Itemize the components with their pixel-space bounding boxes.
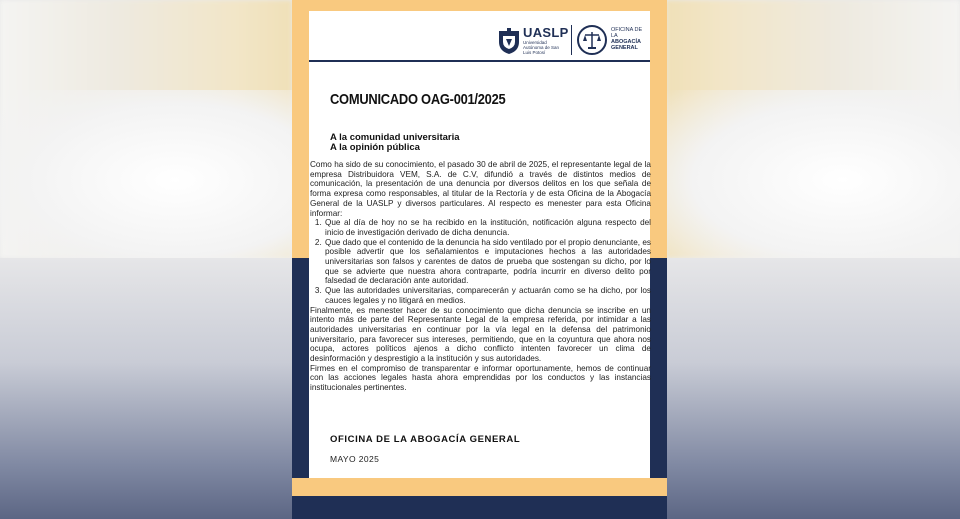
office-logo-line-1: OFICINA DE LA [611,27,643,39]
document-date: MAYO 2025 [330,454,380,464]
document-body [310,160,651,393]
greeting-line-1: A la comunidad universitaria [330,132,460,143]
intro-paragraph: Como ha sido de su conocimiento, el pasado 30 de abril de 2025, el representante legal de la empresa Distribuidora VEM, S.A. de C.V, difundió a través de distintos medios de comunicación, la presentación de una denuncia por diversos delitos en los que señala de forma expresa como responsables, al titular de la Rectoría y de esta Oficina de la Abogacía General de la UASLP y diversos particulares. Al respecto es menester para esta Oficina informar: [310,160,651,218]
background-left [0,0,292,519]
logo-divider [571,25,572,55]
closing-paragraph-2: Firmes en el compromiso de transparentar e informar oportunamente, hemos de continuar con las acciones legales hasta ahora emprendidas por los conductos y las instancias institucionales pertinentes. [310,363,651,393]
greeting-line-2: A la opinión pública [330,142,420,153]
university-name: UASLP [523,25,569,40]
list-item: 2. Que dado que el contenido de la denuncia ha sido ventilado por el propio denunciante, es posible advertir que los señalamientos e imputaciones hechos a las autoridades universitarias son falsos y carentes de datos de prueba que sostengan su dicho, por lo que se advierte que nuestra ahora contraparte, podría incurrir en diverso delito por falsedad de declaración ante autoridad. [324,238,651,287]
greeting [330,133,460,153]
document-title: COMUNICADO OAG-001/2025 [330,91,506,108]
yellow-footer-bar [292,478,667,496]
scales-of-justice-icon [577,25,607,55]
points-list [310,218,651,305]
university-subtitle: Universidad Autónoma de San Luis Potosí [523,40,560,55]
closing-paragraph-1: Finalmente, es menester hacer de su conocimiento que dicha denuncia se inscribe en un intento más de parte del Representante Legal de la empresa referida, por intimidar a las autoridades universitarias en continuar por la vía legal en la defensa del patrimonio universitario, para favorecer sus intereses, permitiendo, que en la coyuntura que ahora nos ocupa, actores políticos ajenos a dicho conflicto intenten favorecer un clima de desinformación y desprestigio a la institución y sus autoridades. [310,305,651,364]
signature: OFICINA DE LA ABOGACÍA GENERAL [330,434,521,445]
office-logo-line-3: GENERAL [611,45,638,51]
office-logo-text [611,27,650,51]
communique-poster [292,0,667,519]
university-crest-icon [496,27,522,55]
list-item: 3. Que las autoridades universitarias, comparecerán y actuarán como se ha dicho, por los cauces legales y no litigará en medios. [324,286,651,305]
background-right [666,0,960,519]
office-logo-line-2: ABOGACÍA [611,39,641,45]
list-item: 1. Que al día de hoy no se ha recibido en la institución, notificación alguna respecto del inicio de investigación derivado de dicha denuncia. [324,218,651,237]
header-rule [309,60,650,62]
